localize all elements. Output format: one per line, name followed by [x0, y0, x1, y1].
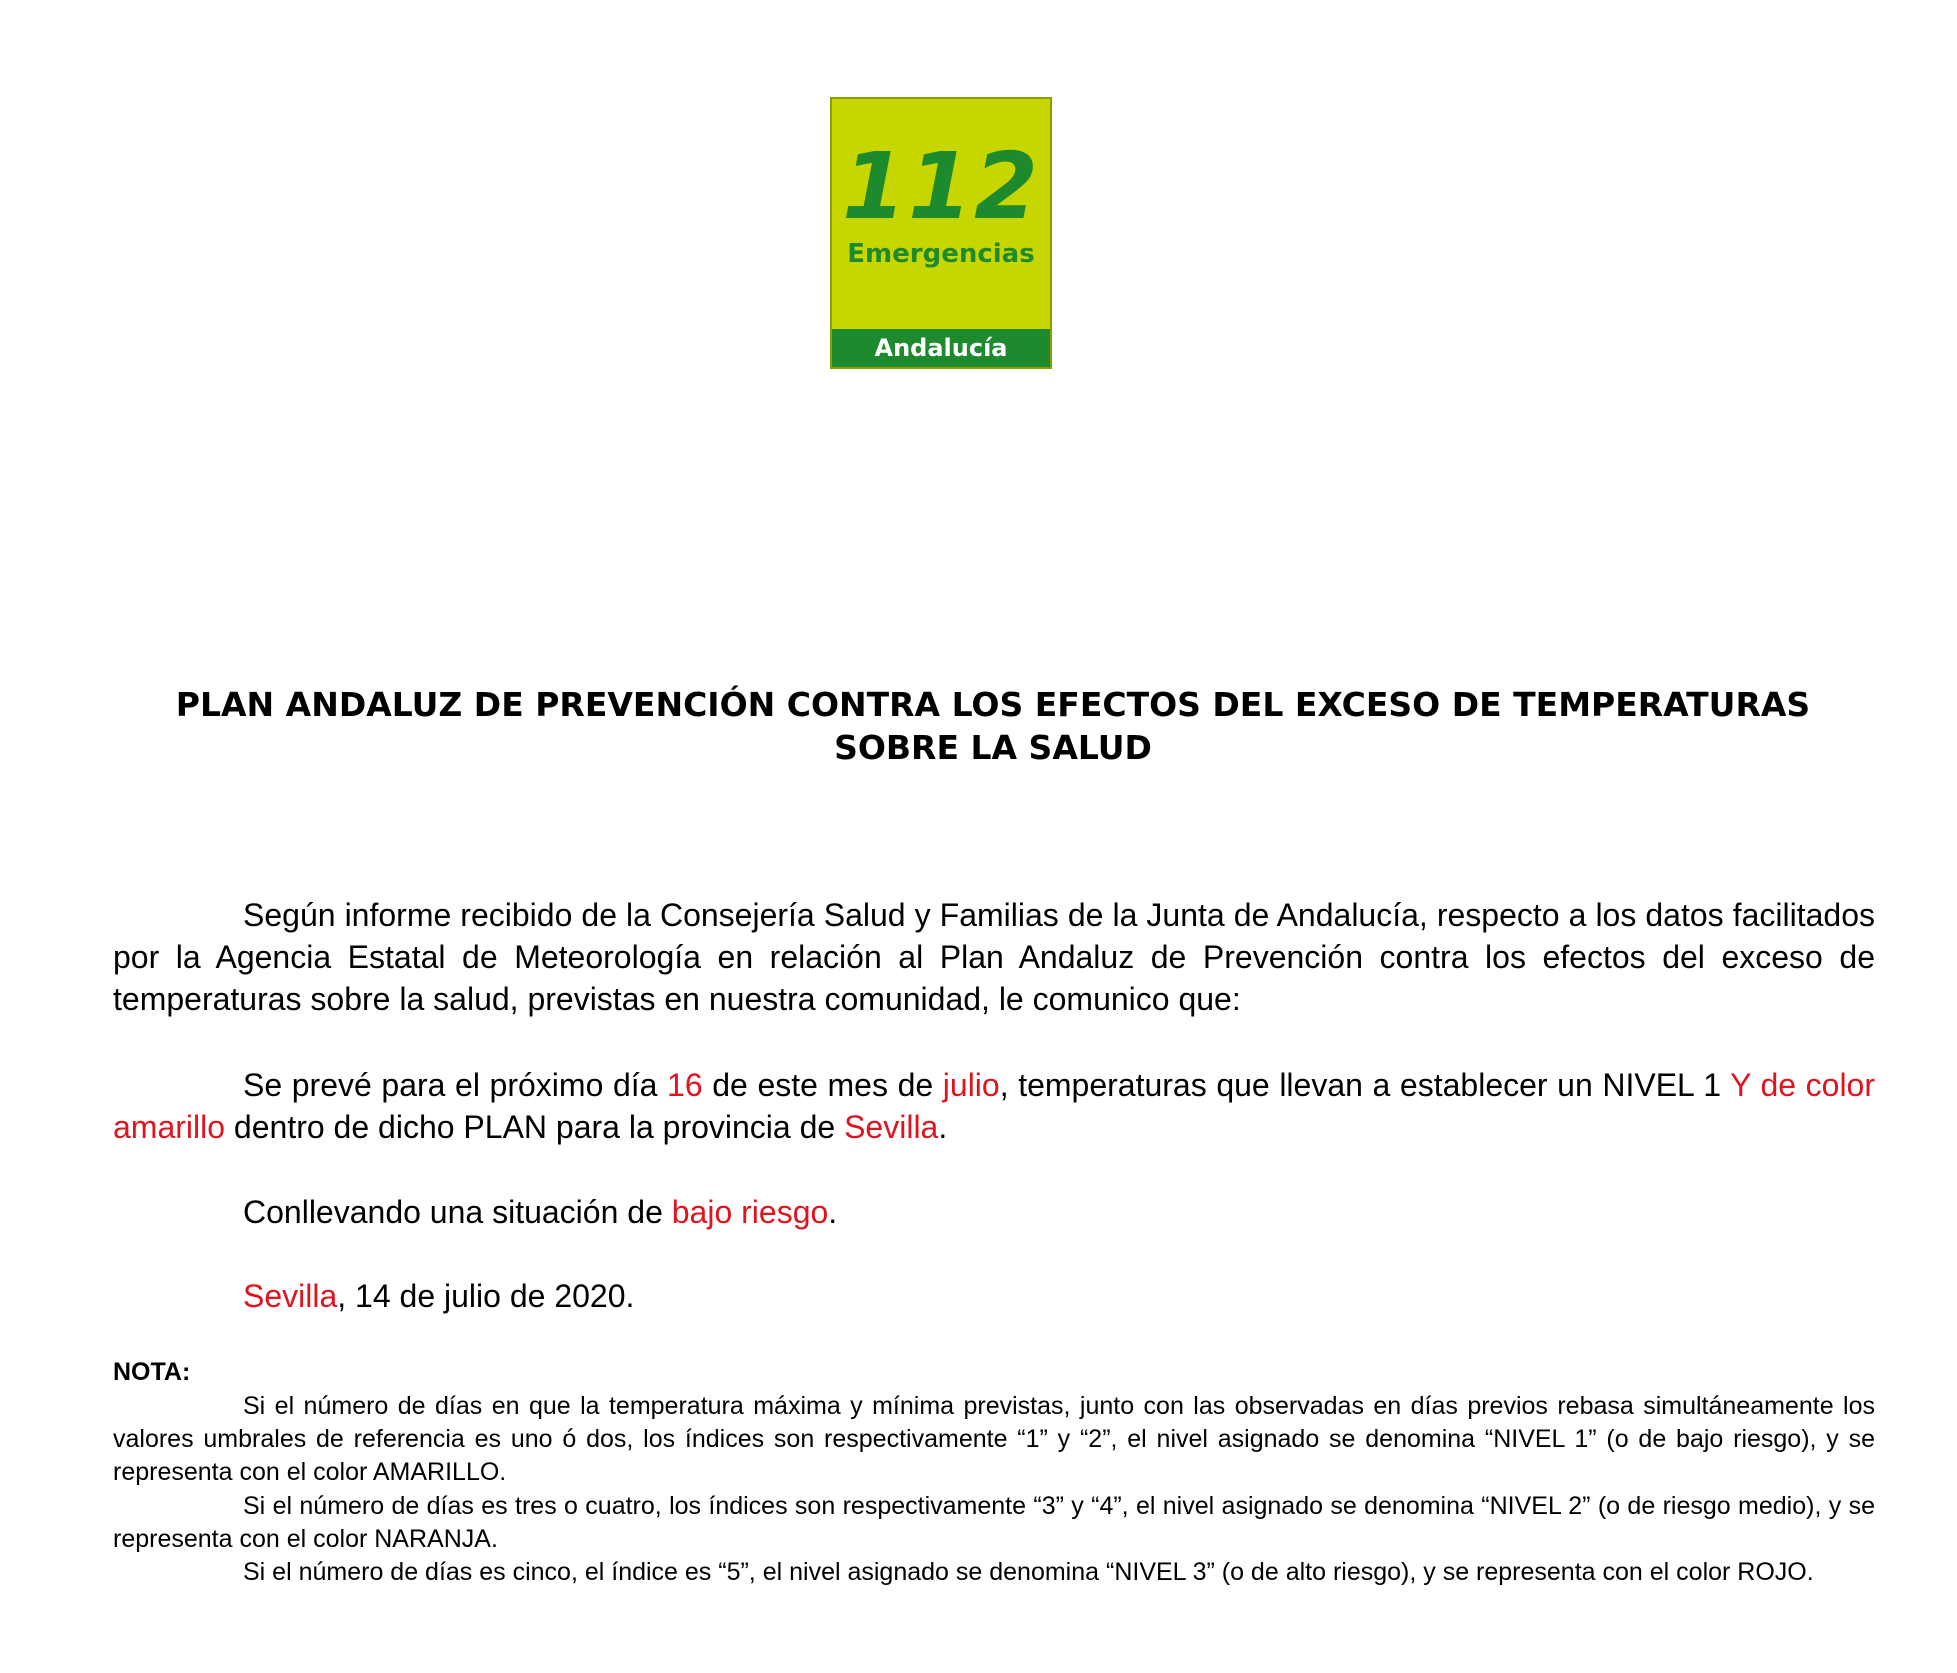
forecast-month: julio — [942, 1067, 1000, 1103]
risk-paragraph — [113, 1191, 1875, 1233]
logo-number: 112 — [841, 133, 1041, 240]
document-title — [113, 683, 1873, 769]
risk-level: bajo riesgo — [671, 1194, 829, 1230]
risk-text-1: Conllevando una situación de — [243, 1194, 672, 1230]
forecast-day: 16 — [667, 1067, 703, 1103]
nota-item-level-1: Si el número de días en que la temperatura máxima y mínima previstas, junto con las observadas en días previos rebasa simultáneamente los valores umbrales de referencia es uno ó dos, los índices son respectivamente “1” y “2”, el nivel asignado se denomina “NIVEL 1” (o de bajo riesgo), y se representa con el color AMARILLO. — [113, 1392, 1875, 1486]
place-date-line — [113, 1275, 1875, 1317]
forecast-level-color: Y de color amarillo — [113, 1067, 1876, 1145]
intro-paragraph: Según informe recibido de la Consejería Salud y Familias de la Junta de Andalucía, respecto a los datos facilitados por la Agencia Estatal de Meteorología en relación al Plan Andaluz de Prevención contra los efectos del exceso de temperaturas sobre la salud, previstas en nuestra comunidad, le comunico que: — [113, 897, 1875, 1017]
forecast-text-3: , temperaturas que llevan a establecer un NIVEL 1 — [999, 1067, 1722, 1103]
forecast-paragraph — [113, 1064, 1875, 1148]
forecast-province: Sevilla — [844, 1109, 939, 1145]
signature-city: Sevilla — [243, 1278, 338, 1314]
logo-region-band: Andalucía — [832, 329, 1050, 367]
forecast-text-5: . — [938, 1109, 948, 1145]
forecast-text-1: Se prevé para el próximo día — [243, 1067, 668, 1103]
title-line-2: SOBRE LA SALUD — [834, 728, 1152, 767]
signature-date: , 14 de julio de 2020. — [337, 1278, 635, 1314]
forecast-text-4: dentro de dicho PLAN para la provincia de — [225, 1109, 845, 1145]
nota-item-level-2: Si el número de días es tres o cuatro, los índices son respectivamente “3” y “4”, el nivel asignado se denomina “NIVEL 2” (o de riesgo medio), y se representa con el color NARANJA. — [113, 1492, 1875, 1553]
nota-item-level-3: Si el número de días es cinco, el índice es “5”, el nivel asignado se denomina “NIVEL 3” (o de alto riesgo), y se representa con el color ROJO. — [243, 1558, 1814, 1586]
risk-text-2: . — [828, 1194, 838, 1230]
title-line-1: PLAN ANDALUZ DE PREVENCIÓN CONTRA LOS EFECTOS DEL EXCESO DE TEMPERATURAS — [175, 685, 1811, 724]
logo-subtitle: Emergencias — [847, 239, 1035, 269]
nota-heading: NOTA: — [113, 1358, 191, 1386]
forecast-text-2: de este mes de — [702, 1067, 943, 1103]
emergencias-112-logo — [830, 97, 1052, 369]
